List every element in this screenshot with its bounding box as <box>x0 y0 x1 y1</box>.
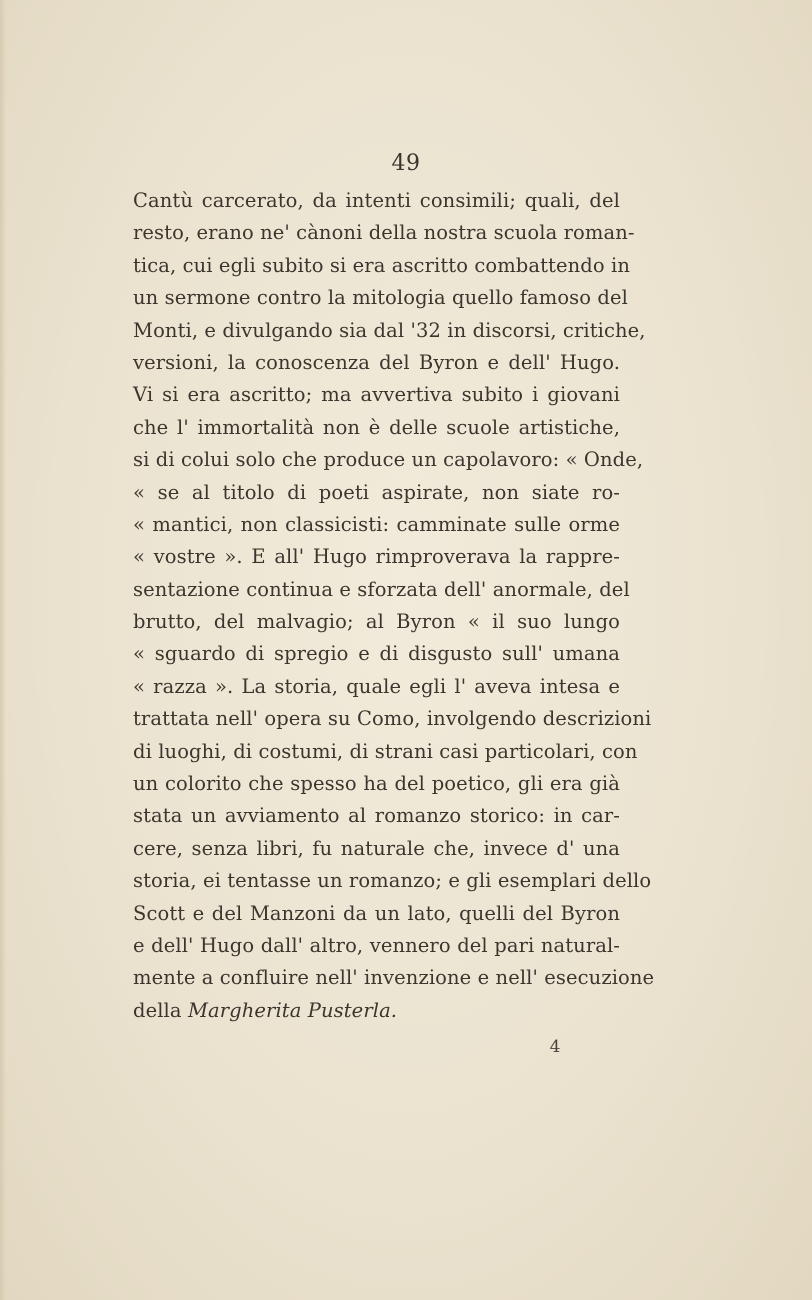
text-line: stata un avviamento al romanzo storico: in car- <box>133 804 620 828</box>
text-line: versioni, la conoscenza del Byron e dell' Hugo. <box>133 350 620 374</box>
text-line: resto, erano ne' cànoni della nostra scuola roman- <box>133 221 635 245</box>
text-line: « sguardo di spregio e di disgusto sull' umana <box>133 642 620 666</box>
text-line: Scott e del Manzoni da un lato, quelli del Byron <box>133 901 620 925</box>
text-line: sentazione continua e sforzata dell' anormale, del <box>133 577 630 601</box>
text-line: di luoghi, di costumi, di strani casi particolari, con <box>133 739 638 763</box>
text-line: Monti, e divulgando sia dal '32 in discorsi, critiche, <box>133 318 646 342</box>
text-line: tica, cui egli subito si era ascritto combattendo in <box>133 253 630 277</box>
text-line: si di colui solo che produce un capolavoro: « Onde, <box>133 448 644 472</box>
text-line: cere, senza libri, fu naturale che, invece d' una <box>133 836 620 860</box>
text-line: che l' immortalità non è delle scuole artistiche, <box>133 415 620 439</box>
text-line: un sermone contro la mitologia quello famoso del <box>133 286 628 310</box>
page-edge-shadow <box>0 0 6 1300</box>
text-line: « se al titolo di poeti aspirate, non siate ro- <box>133 480 620 504</box>
page-number: 49 <box>391 151 421 176</box>
text-line: « mantici, non classicisti: camminate sulle orme <box>133 512 620 536</box>
body-text <box>133 185 655 1027</box>
book-title-italic: Margherita Pusterla. <box>187 998 398 1022</box>
text-line: Cantù carcerato, da intenti consimili; quali, del <box>133 189 620 212</box>
text-line: e dell' Hugo dall' altro, vennero del pari natural- <box>133 933 620 957</box>
text-line: trattata nell' opera su Como, involgendo descrizioni <box>133 707 652 731</box>
text-line-last <box>133 995 620 1027</box>
text-line: Vi si era ascritto; ma avvertiva subito i giovani <box>133 383 620 407</box>
text-line: un colorito che spesso ha del poetico, gli era già <box>133 772 620 796</box>
signature-mark: 4 <box>549 1037 561 1057</box>
text-line: storia, ei tentasse un romanzo; e gli esemplari dello <box>133 869 652 893</box>
text-line: « vostre ». E all' Hugo rimproverava la rappre- <box>133 545 620 569</box>
text-line: « razza ». La storia, quale egli l' aveva intesa e <box>133 674 620 698</box>
text-line: mente a confluire nell' invenzione e nell' esecuzione <box>133 966 655 990</box>
last-line-prefix: della <box>133 998 182 1022</box>
text-line: brutto, del malvagio; al Byron « il suo lungo <box>133 610 620 634</box>
